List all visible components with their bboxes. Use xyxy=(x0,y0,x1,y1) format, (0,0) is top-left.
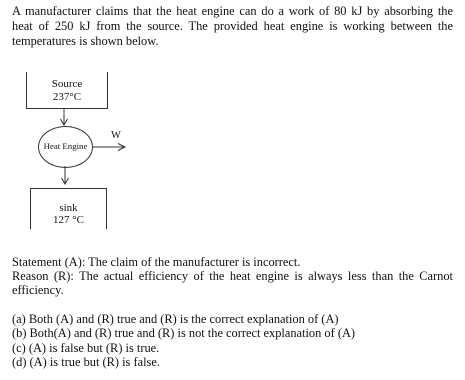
sink-reservoir xyxy=(30,188,107,229)
heat-out-arrowhead xyxy=(62,178,69,184)
statement-a: Statement (A): The claim of the manufacturer is incorrect. xyxy=(12,255,301,269)
sink-label: sink xyxy=(59,202,78,214)
source-label: Source xyxy=(51,78,83,90)
source-reservoir xyxy=(26,72,108,109)
option-c[interactable]: (c) (A) is false but (R) is true. xyxy=(12,341,160,355)
source-temperature: 237°C xyxy=(52,91,82,103)
sink-temperature: 127 °C xyxy=(53,214,84,226)
question-line-3: temperatures is shown below. xyxy=(12,34,159,48)
reason-line-2: efficiency. xyxy=(12,283,64,297)
option-b[interactable]: (b) Both(A) and (R) true and (R) is not the correct explanation of (A) xyxy=(12,326,356,340)
option-a[interactable]: (a) Both (A) and (R) true and (R) is the correct explanation of (A) xyxy=(12,312,339,326)
reason-line-1: Reason (R): The actual efficiency of the heat engine is always less than the Carnot xyxy=(12,269,453,283)
work-label: W xyxy=(111,130,121,141)
heat-in-arrowhead xyxy=(61,119,68,125)
heat-engine-label: Heat Engine xyxy=(43,141,88,151)
option-d[interactable]: (d) (A) is true but (R) is false. xyxy=(12,355,160,369)
question-line-1: A manufacturer claims that the heat engine can do a work of 80 kJ by absorbing the xyxy=(12,4,453,18)
work-arrowhead xyxy=(118,144,125,151)
heat-engine-ellipse xyxy=(38,126,93,168)
question-line-2: heat of 250 kJ from the source. The provided heat engine is working between the xyxy=(12,19,453,33)
